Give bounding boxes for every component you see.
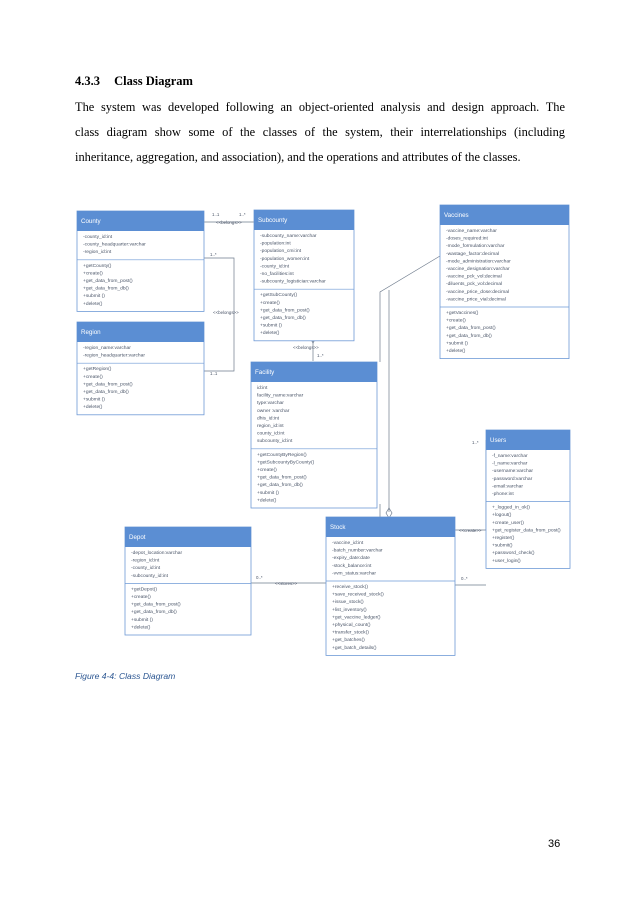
section-number: 4.3.3 <box>75 74 100 88</box>
rel-county-sub-label: <<belongs>> <box>216 220 242 225</box>
class-users-method: +create_user() <box>492 520 524 526</box>
class-users <box>486 430 570 568</box>
class-facility-attribute: owner :varchar <box>257 408 290 414</box>
rel-county-region-m2: 1..1 <box>210 371 218 376</box>
class-region-attribute: -region_headquarter:varchar <box>83 353 145 359</box>
class-vaccines-attribute: -mode_administration:varchar <box>446 259 511 265</box>
class-vaccines-attribute: -wastage_factor:decimal <box>446 251 500 257</box>
class-vaccines-attribute: -vaccine_price_vial:decimal <box>446 297 506 303</box>
page-number: 36 <box>548 838 561 850</box>
class-vaccines-attribute: -vaccine_designation:varchar <box>446 267 510 272</box>
class-vaccines-name: Vaccines <box>444 212 469 219</box>
class-county-method: +getCounty() <box>83 263 112 269</box>
class-vaccines-method: +delete() <box>446 349 466 354</box>
class-subcounty-attribute: -subcounty_logistician:varchar <box>260 279 326 285</box>
class-vaccines-method: +create() <box>446 318 466 324</box>
class-facility-attribute: dhis_id:int <box>257 416 280 422</box>
class-users-method: +_logged_in_ok() <box>492 505 530 511</box>
rel-depot-stock-label: <<stores>> <box>275 581 298 586</box>
class-subcounty-method: +submit () <box>260 323 282 329</box>
class-vaccines-attribute: -mode_formulation:varchar <box>446 244 505 250</box>
rel-county-region-label: <<belongs>> <box>213 310 239 315</box>
class-users-attribute: -phone:int <box>492 492 514 497</box>
class-stock-name: Stock <box>330 524 346 531</box>
class-stock-attribute: -vvm_status:varchar <box>332 571 377 577</box>
class-stock <box>326 517 455 655</box>
class-depot-method: +delete() <box>131 625 151 631</box>
class-facility-attribute: county_id:int <box>257 431 285 437</box>
class-facility-attribute: facility_name:varchar <box>257 393 304 399</box>
class-region-method: +get_data_from_db() <box>83 390 129 395</box>
class-subcounty-method: +create() <box>260 300 280 306</box>
class-vaccines-attribute: -vaccine_name:varchar <box>446 229 497 234</box>
class-users-method: +password_check() <box>492 551 535 557</box>
class-region-attribute: -region_name:varchar <box>83 346 131 351</box>
class-depot-method: +getDepot() <box>131 587 157 593</box>
class-vaccines-attribute: -diluents_pck_vol:decimal <box>446 282 502 288</box>
class-county-method: +delete() <box>83 301 103 307</box>
class-vaccines-method: +get_data_from_post() <box>446 326 496 332</box>
class-region-method: +create() <box>83 374 103 380</box>
class-stock-attribute: -vaccine_id:int <box>332 541 364 546</box>
class-subcounty <box>254 210 354 341</box>
class-stock-method: +list_inventory() <box>332 607 367 613</box>
class-vaccines-method: +get_data_from_db() <box>446 333 492 339</box>
class-subcounty-attribute: -no_facilities:int <box>260 272 294 277</box>
class-facility <box>251 362 377 508</box>
class-subcounty-method: +get_data_from_db() <box>260 316 306 321</box>
rel-users-stock-m1: 1..* <box>472 440 479 445</box>
class-stock-method: +get_batches() <box>332 638 365 644</box>
class-stock-method: +receive_stock() <box>332 585 369 590</box>
class-stock-attribute: -stock_balance:int <box>332 563 372 569</box>
rel-sub-fac-label: <<belongs>> <box>293 345 319 350</box>
class-users-attribute: -l_name:varchar <box>492 461 528 467</box>
class-subcounty-method: +delete() <box>260 331 280 337</box>
rel-sub-fac-m2: 1..* <box>317 353 324 358</box>
class-county-method: +create() <box>83 271 103 277</box>
class-subcounty-attribute: -county_id:int <box>260 264 290 270</box>
class-facility-method: +delete() <box>257 498 277 504</box>
class-stock-method: +issue_stock() <box>332 600 364 606</box>
paragraph-line-2: class diagram show some of the classes of the system, their interrelationships (including <box>75 125 565 139</box>
class-users-method: +register() <box>492 536 515 541</box>
class-vaccines-attribute: -doses_required:int <box>446 236 488 242</box>
class-stock-attribute: -batch_number:varchar <box>332 548 383 554</box>
class-subcounty-attribute: -population:int <box>260 241 291 247</box>
class-stock-method: +get_vaccine_ledger() <box>332 615 381 621</box>
class-depot-attribute: -depot_location:varchar <box>131 551 183 556</box>
class-vaccines-attribute: -vaccine_price_dose:decimal <box>446 289 510 295</box>
class-depot-attribute: -subcounty_id:int <box>131 573 168 579</box>
class-depot-method: +create() <box>131 595 151 600</box>
class-facility-method: +get_data_from_db() <box>257 483 303 489</box>
class-region-method: +delete() <box>83 405 103 411</box>
class-stock-method: +save_received_stock() <box>332 592 384 598</box>
class-users-attribute: -password:varchar <box>492 476 533 482</box>
class-county-attribute: -county_id:int <box>83 235 113 240</box>
class-county-method: +get_data_from_post() <box>83 279 133 284</box>
class-county-name: County <box>81 218 101 225</box>
class-region <box>77 322 204 415</box>
class-vaccines-method: +getVaccines() <box>446 311 479 316</box>
class-subcounty-attribute: -population_cmi:int <box>260 249 302 255</box>
class-users-method: +submit() <box>492 543 513 549</box>
class-county-attribute: -county_headquarter:varchar <box>83 242 146 248</box>
rel-county-sub-m2: 1..* <box>239 212 246 217</box>
class-subcounty-attribute: -population_women:int <box>260 256 310 262</box>
class-subcounty-attribute: -subcounty_name:varchar <box>260 234 317 239</box>
class-facility-attribute: id:int <box>257 386 268 391</box>
class-depot-method: +get_data_from_post() <box>131 602 181 608</box>
class-county <box>77 211 204 311</box>
class-users-attribute: -email:varchar <box>492 484 523 490</box>
rel-users-stock-label: <<create>> <box>459 528 482 533</box>
class-users-method: +get_register_data_from_post() <box>492 528 561 534</box>
class-vaccines-method: +submit () <box>446 341 468 347</box>
rel-depot-stock-m1: 0..* <box>256 575 263 580</box>
class-facility-attribute: type:varchar <box>257 401 284 407</box>
class-subcounty-name: Subcounty <box>258 217 288 224</box>
class-depot-method: +submit () <box>131 617 153 623</box>
class-depot-name: Depot <box>129 534 146 541</box>
rel-users-stock-m2: 0..* <box>461 576 468 581</box>
class-region-method: +submit () <box>83 397 105 403</box>
class-stock-method: +transfer_stock() <box>332 630 369 636</box>
class-depot-attribute: -region_id:int <box>131 558 160 564</box>
rel-county-sub-m1: 1..1 <box>212 212 220 217</box>
class-facility-method: +create() <box>257 468 277 473</box>
class-stock-method: +get_batch_details() <box>332 645 377 651</box>
class-stock-attribute: -expiry_date:date <box>332 556 370 562</box>
class-region-method: +getRegion() <box>83 367 112 373</box>
class-users-method: +user_login() <box>492 558 521 564</box>
class-subcounty-method: +get_data_from_post() <box>260 308 310 314</box>
class-users-attribute: -f_name:varchar <box>492 454 528 459</box>
class-region-method: +get_data_from_post() <box>83 382 133 388</box>
class-county-method: +get_data_from_db() <box>83 286 129 292</box>
class-vaccines <box>440 205 569 359</box>
paragraph-line-1: The system was developed following an object-oriented analysis and design approach. The <box>75 100 565 114</box>
class-stock-method: +physical_count() <box>332 623 371 628</box>
class-users-method: +logout() <box>492 513 512 519</box>
class-facility-method: +getSubcountyByCounty() <box>257 460 315 466</box>
class-county-attribute: -region_id:int <box>83 250 112 256</box>
class-region-name: Region <box>81 329 101 336</box>
class-depot <box>125 527 251 635</box>
rel-county-region-m1: 1..* <box>210 252 217 257</box>
paragraph-line-3: inheritance, aggregation, and association), and the operations and attributes of the classes. <box>75 150 521 164</box>
class-county-method: +submit () <box>83 294 105 300</box>
class-users-name: Users <box>490 437 507 444</box>
class-facility-method: +submit () <box>257 490 279 496</box>
class-facility-attribute: subcounty_id:int <box>257 439 293 445</box>
class-subcounty-method: +getSubCounty() <box>260 293 298 299</box>
class-boxes <box>77 205 570 655</box>
class-facility-method: +getCountyByRegion() <box>257 452 307 458</box>
class-facility-attribute: region_id:int <box>257 424 284 429</box>
class-facility-method: +get_data_from_post() <box>257 475 307 481</box>
class-depot-method: +get_data_from_db() <box>131 610 177 616</box>
class-facility-name: Facility <box>255 369 275 376</box>
class-depot-attribute: -county_id:int <box>131 566 161 572</box>
class-vaccines-attribute: -vaccine_pck_vol:decimal <box>446 274 502 280</box>
section-title: Class Diagram <box>114 74 193 88</box>
class-users-attribute: -username:varchar <box>492 469 534 475</box>
figure-caption: Figure 4-4: Class Diagram <box>75 671 176 681</box>
